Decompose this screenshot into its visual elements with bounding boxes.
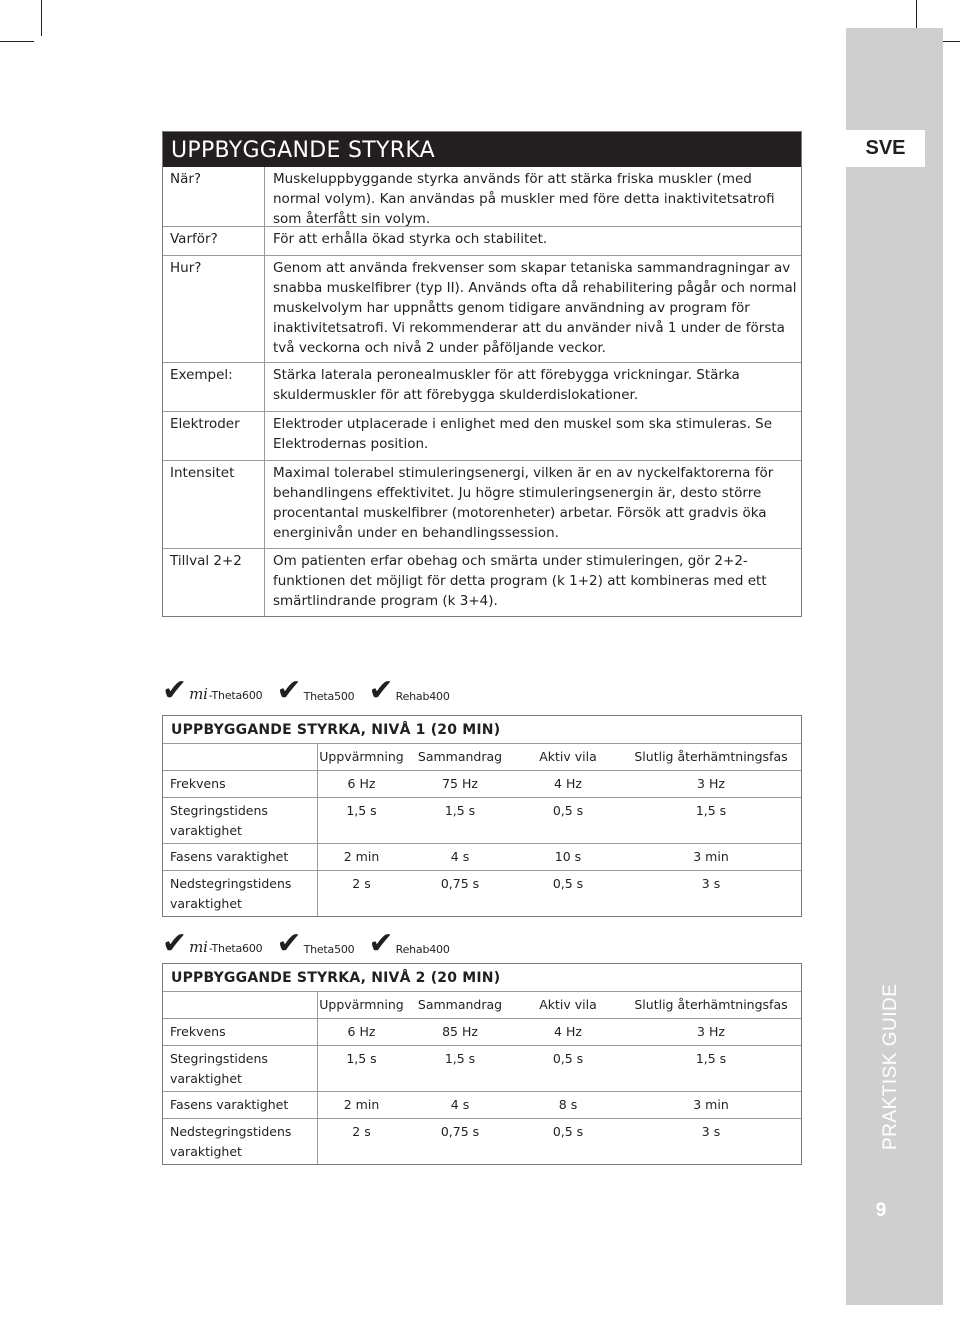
- table-cell: 3 Hz: [697, 776, 725, 791]
- column-header: Aktiv vila: [539, 749, 597, 764]
- table-cell: 1,5 s: [346, 803, 377, 818]
- table-cell: 0,75 s: [440, 1124, 480, 1139]
- info-row: [163, 411, 801, 460]
- table-row: [163, 1045, 801, 1091]
- row-label: Nedstegringstidens varaktighet: [163, 1119, 318, 1164]
- table-cell: 4 s: [450, 1097, 470, 1112]
- info-label: Hur?: [163, 256, 265, 362]
- info-text: För att erhålla ökad styrka och stabilitet.: [273, 231, 548, 247]
- device-name: Theta500: [303, 690, 355, 703]
- table-cell: 2 min: [343, 849, 380, 864]
- device-mi-theta600: [162, 673, 263, 708]
- row-label: Frekvens: [163, 1019, 318, 1045]
- table-cell: 85 Hz: [442, 1024, 478, 1039]
- table-row: [163, 1091, 801, 1118]
- info-text: Maximal tolerabel stimuleringsenergi, vilken är en av nyckelfaktorerna för behandlingens effektivitet. Ju högre stimuleringsenergin är, desto större procentantal muskelfibrer (motorenheter) arbetar. Försök att gradvis öka energinivån under en behandlingssession.: [273, 465, 774, 541]
- row-label: Fasens varaktighet: [163, 1092, 318, 1118]
- table-title: UPPBYGGANDE STYRKA, NIVÅ 2 (20 MIN): [163, 964, 801, 992]
- info-text: Elektroder utplacerade i enlighet med den muskel som ska stimuleras. Se Elektrodernas position.: [273, 416, 773, 452]
- table-cell: 1,5 s: [346, 1051, 377, 1066]
- column-header: Uppvärmning: [319, 997, 404, 1012]
- table-cell: 2 s: [352, 1124, 371, 1139]
- info-row: [163, 548, 801, 616]
- device-name: Rehab400: [395, 943, 450, 956]
- info-label: Exempel:: [163, 363, 265, 411]
- row-label: Fasens varaktighet: [163, 844, 318, 870]
- info-text: Genom att använda frekvenser som skapar tetaniska sammandragningar av snabba muskelfibrer (typ II). Används ofta då rehabilitering pågår och normal muskelvolym har uppnåtts genom tidigare användning av program för inaktivitetsatrofi. Vi rekommenderar att du använder nivå 1 under de första två veckorna och nivå 2 under påföljande veckor.: [273, 260, 797, 356]
- checkmark-icon: ✔: [276, 926, 302, 961]
- table-row: [163, 797, 801, 843]
- language-tab: SVE: [846, 130, 925, 167]
- info-text: Stärka laterala peronealmuskler för att förebygga vrickningar. Stärka skuldermuskler för att förebygga skulderdislokationer.: [273, 367, 740, 403]
- row-label: Nedstegringstidens varaktighet: [163, 871, 318, 916]
- compatible-devices: [162, 673, 464, 708]
- table-cell: 0,5 s: [552, 1051, 584, 1066]
- info-label: Varför?: [163, 227, 265, 255]
- table-cell: 4 Hz: [554, 776, 582, 791]
- section-title-vertical: PRAKTISK GUIDE: [880, 983, 901, 1150]
- info-row: [163, 255, 801, 362]
- checkmark-icon: ✔: [276, 673, 302, 708]
- table-cell: 0,5 s: [552, 1124, 584, 1139]
- table-cell: 2 s: [352, 876, 371, 891]
- info-label: Tillval 2+2: [163, 549, 265, 616]
- table-cell: 3 min: [693, 849, 729, 864]
- row-label: Stegringstidens varaktighet: [163, 798, 318, 843]
- mi-logo: mi: [189, 938, 208, 956]
- table-row: [163, 1118, 801, 1164]
- device-name: -Theta600: [208, 942, 263, 955]
- device-mi-theta600: [162, 926, 263, 961]
- column-header: Sammandrag: [417, 997, 503, 1012]
- table-row: [163, 870, 801, 916]
- checkmark-icon: ✔: [368, 926, 394, 961]
- info-label: När?: [163, 167, 265, 226]
- page-number: 9: [875, 1200, 887, 1221]
- column-header: Uppvärmning: [319, 749, 404, 764]
- table-cell: 10 s: [554, 849, 582, 864]
- info-row: [163, 460, 801, 548]
- program-info-table: [162, 131, 802, 617]
- table-cell: 8 s: [558, 1097, 578, 1112]
- device-rehab400: [368, 926, 450, 961]
- table-cell: 0,5 s: [552, 876, 584, 891]
- mi-logo: mi: [189, 685, 208, 703]
- table-header-row: [163, 992, 801, 1018]
- checkmark-icon: ✔: [162, 673, 188, 708]
- device-name: -Theta600: [208, 689, 263, 702]
- row-label: Stegringstidens varaktighet: [163, 1046, 318, 1091]
- column-header: Aktiv vila: [539, 997, 597, 1012]
- level-1-table: [162, 715, 802, 917]
- device-rehab400: [368, 673, 450, 708]
- table-cell: 1,5 s: [444, 1051, 476, 1066]
- row-label: Frekvens: [163, 771, 318, 797]
- table-cell: 1,5 s: [695, 1051, 727, 1066]
- column-header: Slutlig återhämtningsfas: [634, 997, 788, 1012]
- checkmark-icon: ✔: [162, 926, 188, 961]
- table-cell: 3 min: [693, 1097, 729, 1112]
- table-cell: 2 min: [343, 1097, 380, 1112]
- level-2-table: [162, 963, 802, 1165]
- info-row: [163, 226, 801, 255]
- info-text: Om patienten erfar obehag och smärta under stimuleringen, gör 2+2-funktionen det möjligt för detta program (k 1+2) att kombineras med ett smärtlindrande program (k 3+4).: [273, 553, 767, 609]
- table-row: [163, 843, 801, 870]
- table-cell: 75 Hz: [442, 776, 478, 791]
- column-header: Slutlig återhämtningsfas: [634, 749, 788, 764]
- table-row: [163, 770, 801, 797]
- info-label: Elektroder: [163, 412, 265, 460]
- table-row: [163, 1018, 801, 1045]
- table-cell: 0,75 s: [440, 876, 480, 891]
- device-theta500: [276, 926, 355, 961]
- table-cell: 6 Hz: [347, 1024, 376, 1039]
- crop-mark: [0, 41, 34, 42]
- info-label: Intensitet: [163, 461, 265, 548]
- device-theta500: [276, 673, 355, 708]
- info-row: [163, 362, 801, 411]
- column-header: Sammandrag: [417, 749, 503, 764]
- table-header-row: [163, 744, 801, 770]
- info-text: Muskeluppbyggande styrka används för att stärka friska muskler (med normal volym). Kan användas på muskler med före detta inaktivitetsatrofi som återfått sin volym.: [273, 171, 775, 227]
- crop-mark: [41, 0, 42, 36]
- device-name: Theta500: [303, 943, 355, 956]
- device-name: Rehab400: [395, 690, 450, 703]
- table-title: UPPBYGGANDE STYRKA, NIVÅ 1 (20 MIN): [163, 716, 801, 744]
- table-cell: 3 Hz: [697, 1024, 725, 1039]
- program-title: UPPBYGGANDE STYRKA: [163, 132, 801, 167]
- table-cell: 0,5 s: [552, 803, 584, 818]
- table-cell: 3 s: [701, 1124, 721, 1139]
- table-cell: 1,5 s: [444, 803, 476, 818]
- table-cell: 3 s: [701, 876, 721, 891]
- table-cell: 6 Hz: [347, 776, 376, 791]
- checkmark-icon: ✔: [368, 673, 394, 708]
- table-cell: 1,5 s: [695, 803, 727, 818]
- info-row: [163, 167, 801, 226]
- table-cell: 4 s: [450, 849, 470, 864]
- table-cell: 4 Hz: [554, 1024, 582, 1039]
- compatible-devices: [162, 926, 464, 961]
